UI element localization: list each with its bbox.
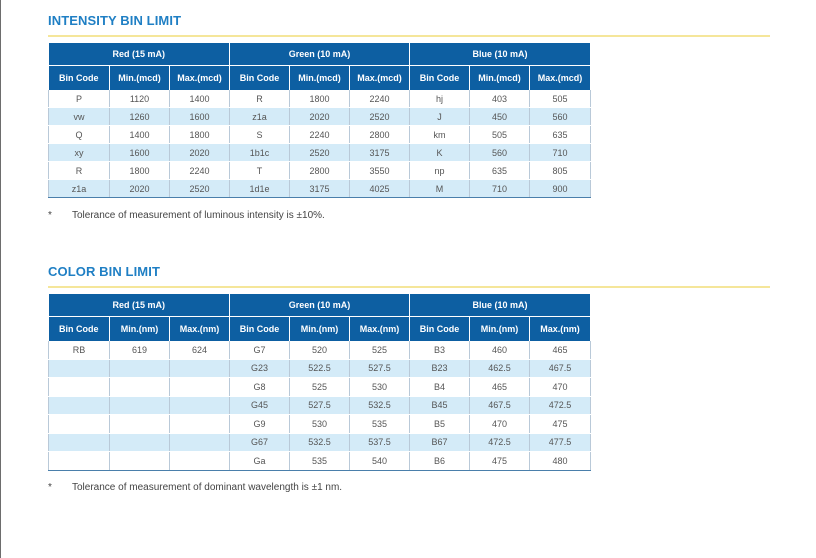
color-column-header-row <box>49 317 591 342</box>
table-row <box>49 415 591 434</box>
table-cell: 403 <box>470 90 530 108</box>
table-cell: 1600 <box>170 108 230 126</box>
table-cell: 710 <box>470 180 530 198</box>
table-row <box>49 108 591 126</box>
column-header: Min.(nm) <box>110 317 170 342</box>
table-cell: xy <box>49 144 110 162</box>
table-cell: 900 <box>530 180 591 198</box>
table-cell: G23 <box>230 359 290 378</box>
color-group-header-row <box>49 294 591 317</box>
table-cell: 477.5 <box>530 433 591 452</box>
table-cell: 537.5 <box>350 433 410 452</box>
table-cell: 2240 <box>290 126 350 144</box>
table-cell <box>110 396 170 415</box>
table-cell <box>110 415 170 434</box>
column-header: Bin Code <box>410 317 470 342</box>
table-cell: 505 <box>530 90 591 108</box>
table-cell: P <box>49 90 110 108</box>
table-cell: B5 <box>410 415 470 434</box>
table-cell: 2020 <box>110 180 170 198</box>
table-row <box>49 341 591 359</box>
table-cell <box>170 359 230 378</box>
column-header: Max.(mcd) <box>530 66 591 91</box>
column-header: Bin Code <box>49 317 110 342</box>
table-cell: 467.5 <box>470 396 530 415</box>
table-cell <box>49 396 110 415</box>
color-tolerance-note <box>48 482 342 493</box>
table-row <box>49 378 591 397</box>
table-cell: B45 <box>410 396 470 415</box>
table-cell: S <box>230 126 290 144</box>
column-header: Max.(mcd) <box>170 66 230 91</box>
table-cell: 527.5 <box>350 359 410 378</box>
note-asterisk: * <box>48 210 52 221</box>
table-cell: G67 <box>230 433 290 452</box>
table-cell: G45 <box>230 396 290 415</box>
table-cell: 460 <box>470 341 530 359</box>
table-cell: 525 <box>290 378 350 397</box>
table-cell: J <box>410 108 470 126</box>
table-row <box>49 144 591 162</box>
table-cell: 1260 <box>110 108 170 126</box>
table-cell: 520 <box>290 341 350 359</box>
table-cell: z1a <box>49 180 110 198</box>
table-row <box>49 433 591 452</box>
table-cell: RB <box>49 341 110 359</box>
table-cell <box>49 452 110 471</box>
table-cell: 480 <box>530 452 591 471</box>
table-cell: 2520 <box>350 108 410 126</box>
table-cell <box>49 433 110 452</box>
intensity-group-header-row <box>49 43 591 66</box>
intensity-title-rule <box>48 35 770 37</box>
table-cell: 475 <box>530 415 591 434</box>
table-cell: G7 <box>230 341 290 359</box>
table-cell <box>170 433 230 452</box>
table-row <box>49 90 591 108</box>
table-cell: 635 <box>530 126 591 144</box>
table-cell: 472.5 <box>470 433 530 452</box>
table-cell: km <box>410 126 470 144</box>
table-cell: B67 <box>410 433 470 452</box>
table-cell: 470 <box>530 378 591 397</box>
table-cell: 470 <box>470 415 530 434</box>
table-cell: 527.5 <box>290 396 350 415</box>
table-cell: 710 <box>530 144 591 162</box>
column-header: Bin Code <box>230 66 290 91</box>
table-cell: 1d1e <box>230 180 290 198</box>
intensity-section-title: INTENSITY BIN LIMIT <box>48 13 182 28</box>
column-header: Bin Code <box>49 66 110 91</box>
intensity-group-red: Red (15 mA) <box>49 43 230 66</box>
column-header: Max.(nm) <box>530 317 591 342</box>
table-cell: 619 <box>110 341 170 359</box>
table-cell <box>110 378 170 397</box>
table-cell: 465 <box>530 341 591 359</box>
table-cell: B6 <box>410 452 470 471</box>
table-cell: 530 <box>290 415 350 434</box>
table-row <box>49 126 591 144</box>
note-asterisk: * <box>48 482 52 493</box>
table-cell: R <box>49 162 110 180</box>
column-header: Min.(mcd) <box>110 66 170 91</box>
table-cell: 2240 <box>170 162 230 180</box>
note-text: Tolerance of measurement of dominant wavelength is ±1 nm. <box>72 482 343 493</box>
table-cell: 1400 <box>170 90 230 108</box>
table-cell: M <box>410 180 470 198</box>
table-row <box>49 359 591 378</box>
table-cell: 2800 <box>350 126 410 144</box>
table-row <box>49 162 591 180</box>
table-cell: Q <box>49 126 110 144</box>
table-cell: hj <box>410 90 470 108</box>
table-cell: T <box>230 162 290 180</box>
table-cell: 535 <box>350 415 410 434</box>
color-bin-table <box>48 294 591 471</box>
column-header: Max.(mcd) <box>350 66 410 91</box>
table-cell: 1600 <box>110 144 170 162</box>
table-cell: 467.5 <box>530 359 591 378</box>
column-header: Max.(nm) <box>350 317 410 342</box>
table-cell: 1800 <box>110 162 170 180</box>
color-section-title: COLOR BIN LIMIT <box>48 264 160 279</box>
table-cell: B23 <box>410 359 470 378</box>
table-cell: 635 <box>470 162 530 180</box>
table-cell: 1800 <box>170 126 230 144</box>
table-cell: 2020 <box>170 144 230 162</box>
table-cell: 2020 <box>290 108 350 126</box>
table-cell: 560 <box>530 108 591 126</box>
column-header: Min.(mcd) <box>470 66 530 91</box>
table-cell: B3 <box>410 341 470 359</box>
table-cell: G8 <box>230 378 290 397</box>
table-cell: 624 <box>170 341 230 359</box>
table-cell <box>170 415 230 434</box>
table-cell: 505 <box>470 126 530 144</box>
table-cell: R <box>230 90 290 108</box>
intensity-group-green: Green (10 mA) <box>230 43 410 66</box>
table-cell: 472.5 <box>530 396 591 415</box>
column-header: Bin Code <box>410 66 470 91</box>
table-cell: K <box>410 144 470 162</box>
table-cell: 475 <box>470 452 530 471</box>
column-header: Min.(mcd) <box>290 66 350 91</box>
table-cell: 465 <box>470 378 530 397</box>
table-cell: 805 <box>530 162 591 180</box>
table-cell <box>110 433 170 452</box>
table-cell: np <box>410 162 470 180</box>
table-cell: 3175 <box>350 144 410 162</box>
column-header: Min.(nm) <box>290 317 350 342</box>
table-cell <box>170 452 230 471</box>
color-group-red: Red (15 mA) <box>49 294 230 317</box>
table-cell: 1b1c <box>230 144 290 162</box>
table-cell: 535 <box>290 452 350 471</box>
table-cell: 2520 <box>170 180 230 198</box>
table-cell: vw <box>49 108 110 126</box>
table-cell: 2800 <box>290 162 350 180</box>
table-cell: 1800 <box>290 90 350 108</box>
table-cell: 4025 <box>350 180 410 198</box>
table-cell: 3175 <box>290 180 350 198</box>
table-cell: 560 <box>470 144 530 162</box>
table-row <box>49 396 591 415</box>
table-cell: 530 <box>350 378 410 397</box>
table-cell: 532.5 <box>290 433 350 452</box>
intensity-column-header-row <box>49 66 591 91</box>
table-cell <box>49 359 110 378</box>
intensity-tolerance-note <box>48 210 325 221</box>
table-cell: 1120 <box>110 90 170 108</box>
table-cell: 450 <box>470 108 530 126</box>
note-text: Tolerance of measurement of luminous intensity is ±10%. <box>72 210 325 221</box>
table-cell: 2520 <box>290 144 350 162</box>
table-cell <box>170 396 230 415</box>
intensity-group-blue: Blue (10 mA) <box>410 43 591 66</box>
table-cell: 462.5 <box>470 359 530 378</box>
table-cell: 2240 <box>350 90 410 108</box>
intensity-bin-table <box>48 43 591 198</box>
color-title-rule <box>48 286 770 288</box>
table-cell <box>110 359 170 378</box>
page-left-border <box>0 0 1 558</box>
table-cell: 540 <box>350 452 410 471</box>
table-cell: 525 <box>350 341 410 359</box>
table-cell: 1400 <box>110 126 170 144</box>
table-cell: z1a <box>230 108 290 126</box>
table-cell: B4 <box>410 378 470 397</box>
table-cell: 3550 <box>350 162 410 180</box>
column-header: Min.(nm) <box>470 317 530 342</box>
color-group-green: Green (10 mA) <box>230 294 410 317</box>
table-row <box>49 180 591 198</box>
table-cell <box>49 415 110 434</box>
table-row <box>49 452 591 471</box>
table-cell: 532.5 <box>350 396 410 415</box>
column-header: Max.(nm) <box>170 317 230 342</box>
table-cell <box>110 452 170 471</box>
column-header: Bin Code <box>230 317 290 342</box>
table-cell: G9 <box>230 415 290 434</box>
table-cell: 522.5 <box>290 359 350 378</box>
table-cell <box>170 378 230 397</box>
table-cell: Ga <box>230 452 290 471</box>
color-group-blue: Blue (10 mA) <box>410 294 591 317</box>
table-cell <box>49 378 110 397</box>
